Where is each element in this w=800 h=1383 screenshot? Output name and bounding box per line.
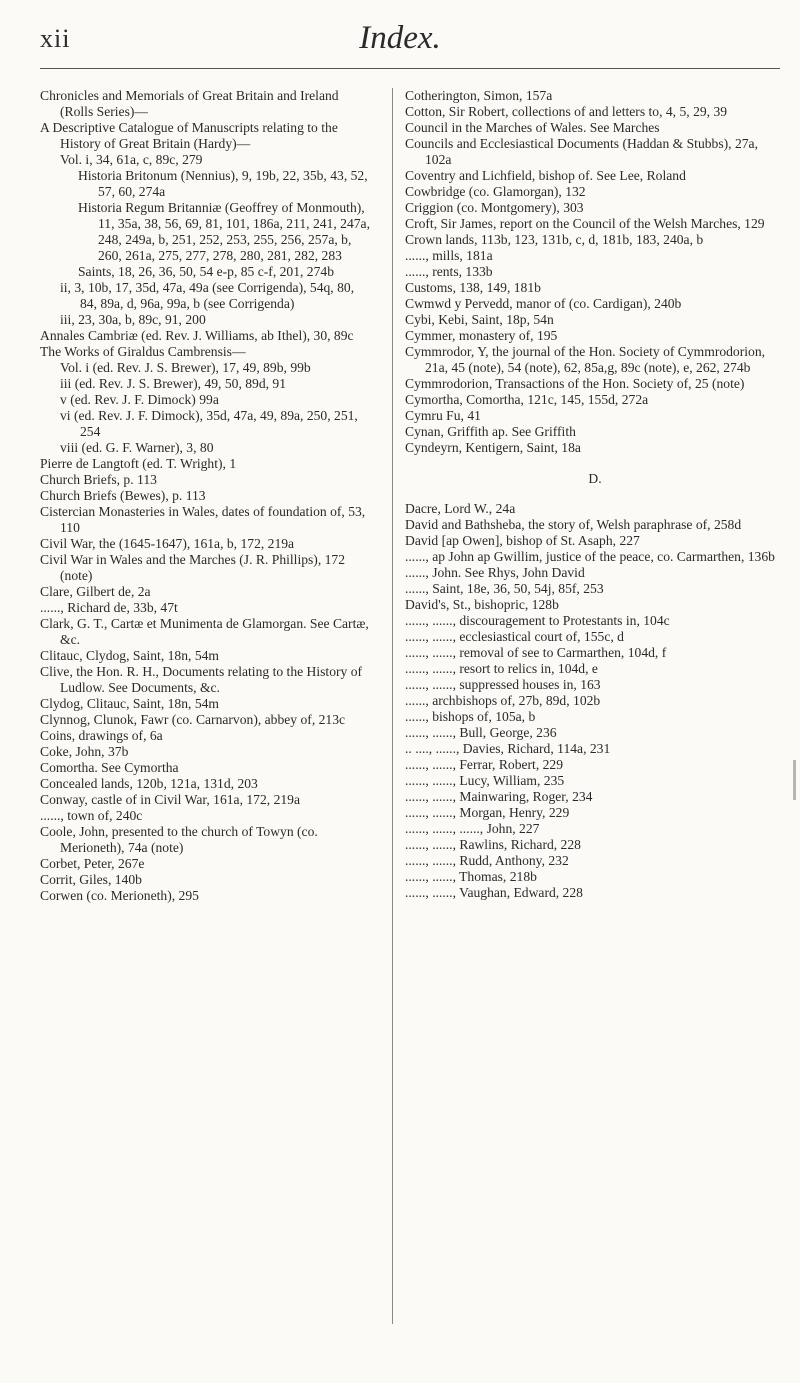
index-entry: Cyndeyrn, Kentigern, Saint, 18a <box>405 440 581 455</box>
index-entry: ......, ......, resort to relics in, 104d, e <box>405 661 598 676</box>
index-entry: vi (ed. Rev. J. F. Dimock), 35d, 47a, 49, 89a, 250, 251, 254 <box>60 408 358 439</box>
index-entry: ......, ......, removal of see to Carmarthen, 104d, f <box>405 645 667 660</box>
index-entry: ......, ......, Lucy, William, 235 <box>405 773 565 788</box>
index-entry: Historia Britonum (Nennius), 9, 19b, 22, 35b, 43, 52, 57, 60, 274a <box>78 168 368 199</box>
index-entry: ......, ......, Rudd, Anthony, 232 <box>405 853 569 868</box>
index-entry: Coins, drawings of, 6a <box>40 728 163 743</box>
index-entry: Clynnog, Clunok, Fawr (co. Carnarvon), abbey of, 213c <box>40 712 346 727</box>
index-entry: Corrit, Giles, 140b <box>40 872 142 887</box>
index-entry: ......, ......, Thomas, 218b <box>405 869 537 884</box>
index-entry: Cowbridge (co. Glamorgan), 132 <box>405 184 586 199</box>
index-entry: Vol. i (ed. Rev. J. S. Brewer), 17, 49, 89b, 99b <box>60 360 311 375</box>
index-entry: ......, ......, Rawlins, Richard, 228 <box>405 837 581 852</box>
index-entry: Cwmwd y Pervedd, manor of (co. Cardigan), 240b <box>405 296 682 311</box>
index-entry: Cotton, Sir Robert, collections of and letters to, 4, 5, 29, 39 <box>405 104 728 119</box>
index-entry: Church Briefs, p. 113 <box>40 472 157 487</box>
index-entry: Conway, castle of in Civil War, 161a, 172, 219a <box>40 792 300 807</box>
index-entry: ......, ......, ecclesiastical court of, 155c, d <box>405 629 624 644</box>
index-entry: iii, 23, 30a, b, 89c, 91, 200 <box>60 312 206 327</box>
index-entry: Concealed lands, 120b, 121a, 131d, 203 <box>40 776 258 791</box>
index-entry: Cybi, Kebi, Saint, 18p, 54n <box>405 312 554 327</box>
index-entry: .. ...., ......, Davies, Richard, 114a, 231 <box>405 741 611 756</box>
index-entry: Councils and Ecclesiastical Documents (Haddan & Stubbs), 27a, 102a <box>405 136 758 167</box>
index-entry: Clive, the Hon. R. H., Documents relating to the History of Ludlow. See Documents, &c. <box>40 664 363 695</box>
index-entry: Cymmer, monastery of, 195 <box>405 328 558 343</box>
index-entry: Cymmrodorion, Transactions of the Hon. Society of, 25 (note) <box>405 376 745 391</box>
index-entry: ......, John. See Rhys, John David <box>405 565 585 580</box>
index-entry: ......, bishops of, 105a, b <box>405 709 536 724</box>
page-edge-mark <box>793 760 796 800</box>
index-entry: ......, rents, 133b <box>405 264 493 279</box>
index-entry: Clitauc, Clydog, Saint, 18n, 54m <box>40 648 219 663</box>
index-entry: Crown lands, 113b, 123, 131b, c, d, 181b, 183, 240a, b <box>405 232 704 247</box>
index-entry: ......, Saint, 18e, 36, 50, 54j, 85f, 253 <box>405 581 604 596</box>
index-entry: Coole, John, presented to the church of Towyn (co. Merioneth), 74a (note) <box>40 824 318 855</box>
index-entry: David [ap Owen], bishop of St. Asaph, 227 <box>405 533 640 548</box>
index-entry: David and Bathsheba, the story of, Welsh paraphrase of, 258d <box>405 517 742 532</box>
index-entry: Comortha. See Cymortha <box>40 760 179 775</box>
index-entry: Civil War, the (1645-1647), 161a, b, 172, 219a <box>40 536 295 551</box>
index-entry: ......, ......, Bull, George, 236 <box>405 725 557 740</box>
index-entry: v (ed. Rev. J. F. Dimock) 99a <box>60 392 219 407</box>
index-entry: ......, ap John ap Gwillim, justice of the peace, co. Carmarthen, 136b <box>405 549 775 564</box>
index-entry: ......, ......, Ferrar, Robert, 229 <box>405 757 564 772</box>
section-letter: D. <box>588 471 602 486</box>
index-entry: ii, 3, 10b, 17, 35d, 47a, 49a (see Corrigenda), 54q, 80, 84, 89a, d, 96a, 99a, b (see Corrigenda) <box>60 280 355 311</box>
index-entry: ......, ......, Mainwaring, Roger, 234 <box>405 789 593 804</box>
index-entry: ......, archbishops of, 27b, 89d, 102b <box>405 693 601 708</box>
index-entry: Coke, John, 37b <box>40 744 129 759</box>
index-column-left <box>40 88 370 904</box>
index-entry: Criggion (co. Montgomery), 303 <box>405 200 584 215</box>
index-entry: Saints, 18, 26, 36, 50, 54 e-p, 85 c-f, 201, 274b <box>78 264 334 279</box>
index-entry: Pierre de Langtoft (ed. T. Wright), 1 <box>40 456 237 471</box>
index-entry: Clare, Gilbert de, 2a <box>40 584 151 599</box>
index-entry: Croft, Sir James, report on the Council of the Welsh Marches, 129 <box>405 216 765 231</box>
index-entry: Coventry and Lichfield, bishop of. See Lee, Roland <box>405 168 686 183</box>
index-entry: ......, ......, discouragement to Protestants in, 104c <box>405 613 670 628</box>
index-entry: Corwen (co. Merioneth), 295 <box>40 888 199 903</box>
index-entry: ......, town of, 240c <box>40 808 143 823</box>
page-number: xii <box>40 24 71 53</box>
index-entry: iii (ed. Rev. J. S. Brewer), 49, 50, 89d, 91 <box>60 376 287 391</box>
index-entry: Dacre, Lord W., 24a <box>405 501 516 516</box>
index-entry: ......, ......, suppressed houses in, 163 <box>405 677 601 692</box>
index-entry: Annales Cambriæ (ed. Rev. J. Williams, ab Ithel), 30, 89c <box>40 328 354 343</box>
page-title: Index. <box>359 20 441 56</box>
index-entry: Church Briefs (Bewes), p. 113 <box>40 488 206 503</box>
index-entry: ......, ......, Vaughan, Edward, 228 <box>405 885 583 900</box>
index-entry: ......, ......, ......, John, 227 <box>405 821 540 836</box>
index-entry: Cymru Fu, 41 <box>405 408 481 423</box>
page-header <box>0 0 800 80</box>
index-entry: Cotherington, Simon, 157a <box>405 88 553 103</box>
index-entry: Chronicles and Memorials of Great Britain and Ireland (Rolls Series)— <box>40 88 339 119</box>
index-entry: Cymortha, Comortha, 121c, 145, 155d, 272a <box>405 392 649 407</box>
header-rule <box>40 68 780 69</box>
index-entry: Cymmrodor, Y, the journal of the Hon. Society of Cymmrodorion, 21a, 45 (note), 54 (note), 62, 85a,g, 89c (note), e, 262, 274b <box>405 344 766 375</box>
index-entry: Corbet, Peter, 267e <box>40 856 145 871</box>
index-entry: ......, mills, 181a <box>405 248 493 263</box>
index-entry: Cynan, Griffith ap. See Griffith <box>405 424 576 439</box>
index-entry: Historia Regum Britanniæ (Geoffrey of Monmouth), 11, 35a, 38, 56, 69, 81, 101, 186a, 211, 241, 247a, 248, 249a, b, 251, 252, 253, 255, 256, 257a, b, 260, 261a, 275, 277, 278, 280, 281, 282, 283 <box>78 200 370 263</box>
index-entry: The Works of Giraldus Cambrensis— <box>40 344 246 359</box>
index-entry: Clydog, Clitauc, Saint, 18n, 54m <box>40 696 219 711</box>
index-column-right <box>392 88 785 1324</box>
index-entry: A Descriptive Catalogue of Manuscripts relating to the History of Great Britain (Hardy)— <box>40 120 338 151</box>
index-entry: Customs, 138, 149, 181b <box>405 280 541 295</box>
index-entry: Civil War in Wales and the Marches (J. R. Phillips), 172 (note) <box>40 552 346 583</box>
index-entry: David's, St., bishopric, 128b <box>405 597 559 612</box>
index-entry: Clark, G. T., Cartæ et Munimenta de Glamorgan. See Cartæ, &c. <box>40 616 369 647</box>
index-entry: Cistercian Monasteries in Wales, dates of foundation of, 53, 110 <box>40 504 366 535</box>
index-entry: Vol. i, 34, 61a, c, 89c, 279 <box>60 152 203 167</box>
index-entry: viii (ed. G. F. Warner), 3, 80 <box>60 440 214 455</box>
index-entry: ......, ......, Morgan, Henry, 229 <box>405 805 570 820</box>
index-entry: ......, Richard de, 33b, 47t <box>40 600 178 615</box>
index-entry: Council in the Marches of Wales. See Marches <box>405 120 660 135</box>
